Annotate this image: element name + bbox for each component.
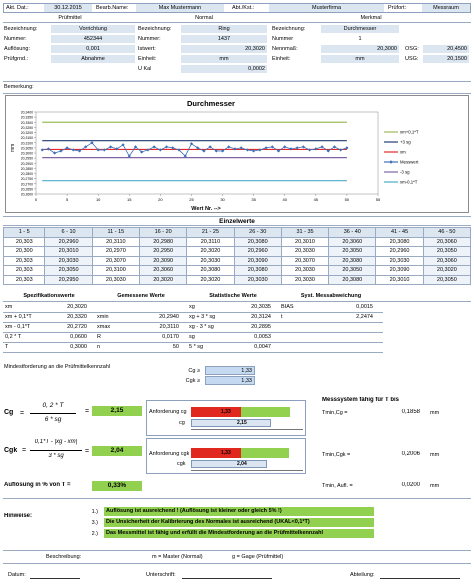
pruefmittel-block: [3, 24, 137, 70]
legend-label: xm-0,1*T: [400, 179, 418, 185]
ew-cell[interactable]: 20,3090: [234, 256, 281, 266]
x-tick-label: 0: [34, 197, 38, 202]
stats-statv-value: 20,3124: [251, 314, 271, 320]
ew-row: [4, 266, 471, 276]
ew-cell[interactable]: 20,3110: [92, 237, 139, 247]
stats-spez-value: 20,3320: [67, 314, 87, 320]
cgk-req-label: Cgk ≥: [185, 378, 200, 384]
hinweis-text: Das Messmittel ist fähig und erfüllt die Mindestforderung an die Prüfmittelkennzahl: [104, 529, 374, 538]
ew-cell[interactable]: 20,3080: [376, 237, 423, 247]
stats-statv-value: 20,3035: [251, 304, 271, 310]
mm-bez-label: Bezeichnung:: [272, 26, 306, 32]
x-tick-label: 50: [344, 197, 350, 202]
stats-gem-value: 20,2940: [159, 314, 179, 320]
cgk-req-bar: [191, 448, 241, 458]
x-tick-label: 15: [127, 197, 132, 202]
cg-formula-den: 6 * sg: [44, 416, 62, 423]
measurement-point: [258, 148, 261, 151]
measurement-point: [302, 145, 305, 148]
ew-header: 6 - 10: [45, 228, 92, 238]
ew-cell[interactable]: 20,3060: [329, 237, 376, 247]
merkmal-block: [271, 24, 471, 70]
plot-area: [36, 112, 378, 194]
measurement-point: [109, 145, 112, 148]
ew-row: [4, 275, 471, 285]
ew-cell[interactable]: 20,2950: [140, 247, 187, 257]
nm-einh-value[interactable]: mm: [181, 55, 267, 63]
cgk-bar-label: Anforderung cgk: [149, 451, 190, 457]
measurement-point: [153, 145, 156, 148]
measurement-point: [103, 148, 106, 151]
cg-cmp-bar: [191, 419, 271, 427]
ew-header: 41 - 45: [376, 228, 423, 238]
unterschrift-field[interactable]: [182, 578, 272, 579]
y-tick-label: 20,2900: [20, 161, 33, 166]
ew-cell[interactable]: 20,3050: [45, 266, 92, 276]
measurement-point: [246, 148, 249, 151]
legend-label: xm: [400, 149, 406, 155]
nm-bez-label: Bezeichnung:: [138, 26, 172, 32]
ew-header: 16 - 20: [140, 228, 187, 238]
ew-cell[interactable]: 20,2950: [45, 275, 92, 285]
ew-cell[interactable]: 20,2960: [234, 247, 281, 257]
footer-unterschrift: Unterschrift:: [146, 572, 176, 578]
ew-cell[interactable]: 20,3020: [187, 275, 234, 285]
ew-cell[interactable]: 20,3030: [376, 256, 423, 266]
ew-cell[interactable]: 20,3050: [423, 275, 470, 285]
nm-num-label: Nummer:: [138, 36, 161, 42]
footer-master: m = Master (Normal): [152, 554, 203, 560]
chart-frame: [5, 95, 469, 213]
ew-row: [4, 237, 471, 247]
abt-label: Abt./Kst.:: [232, 5, 255, 11]
cg-req-value[interactable]: 1,33: [205, 366, 255, 375]
abteilung-field[interactable]: [380, 578, 460, 579]
cg-req-bar: [191, 407, 241, 417]
bearb-value[interactable]: Max Mustermann: [136, 4, 224, 12]
stats-gem-label: xmax: [97, 324, 111, 330]
nm-ist-value[interactable]: 20,3020: [181, 45, 267, 53]
x-tick-label: 25: [189, 197, 194, 202]
footer-abteilung: Abteilung:: [350, 572, 375, 578]
pm-aufl-value[interactable]: 0,001: [51, 45, 135, 53]
stats-gem-label: xmin: [97, 314, 109, 320]
ew-cell[interactable]: 20,3080: [234, 266, 281, 276]
footer-datum: Datum:: [8, 572, 26, 578]
ew-cell[interactable]: 20,3080: [329, 256, 376, 266]
measurement-point: [72, 148, 75, 151]
stats-statv-value: 0,0053: [254, 334, 271, 340]
tmin-cgk-value: 0,2006: [401, 451, 420, 457]
ew-cell[interactable]: 20,2960: [45, 237, 92, 247]
ew-cell[interactable]: 20,3030: [45, 256, 92, 266]
y-tick-label: 20,2950: [20, 156, 33, 161]
cg-req-label: Cg ≥: [188, 368, 200, 374]
pm-prufgrd-label: Prüfgrnd.:: [4, 56, 29, 62]
stats-syst-label: t: [281, 314, 283, 320]
cg-val-bar: [241, 407, 291, 417]
x-tick-label: 40: [282, 197, 287, 202]
y-tick-label: 20,2700: [20, 182, 33, 187]
ew-cell[interactable]: 20,3080: [329, 275, 376, 285]
cg-value: 2,15: [92, 406, 142, 416]
measurement-point: [165, 145, 168, 148]
ew-cell[interactable]: 20,303: [4, 275, 45, 285]
stats-statv-label: xg + 3 * sg: [189, 314, 216, 320]
stats-syst-value: 0,0015: [356, 304, 373, 310]
stats-statv-value: 0,0047: [254, 344, 271, 350]
mm-bez-value[interactable]: Durchmesser: [321, 25, 399, 33]
tmin-aufl-label: Tmin, Aufl. =: [322, 483, 353, 489]
ew-cell[interactable]: 20,3030: [92, 275, 139, 285]
mm-usg-label: USG:: [405, 56, 419, 62]
stats-section: [3, 292, 471, 356]
mm-osg-label: OSG:: [405, 46, 419, 52]
ew-cell[interactable]: 20,3030: [281, 266, 328, 276]
x-tick-label: 35: [251, 197, 256, 202]
cgk-req-txt: 1,33: [221, 450, 231, 456]
einzelwerte-table: [3, 227, 471, 285]
legend-label: Messwert: [400, 159, 419, 165]
ew-cell[interactable]: 20,3080: [187, 266, 234, 276]
stats-statv-label: 5 * sg: [189, 344, 204, 350]
mm-nenn-value[interactable]: 20,3000: [321, 45, 399, 53]
legend-label: -3 sg: [400, 169, 410, 175]
ew-cell[interactable]: 20,3090: [140, 256, 187, 266]
ew-cell[interactable]: 20,3100: [92, 266, 139, 276]
pm-num-value[interactable]: 452344: [51, 35, 135, 43]
y-tick-label: 20,2750: [20, 177, 33, 182]
ew-cell[interactable]: 20,3030: [281, 275, 328, 285]
ew-cell[interactable]: 20,3070: [92, 256, 139, 266]
gem-title: Gemessene Werte: [117, 293, 165, 299]
tmin-aufl-value: 0,0200: [401, 482, 420, 488]
stats-syst-label: BIAS: [281, 304, 294, 310]
min-title: Mindestforderung an die Prüfmittelkennzahl: [4, 364, 111, 370]
normal-block: [137, 24, 271, 80]
mm-einh-label: Einheit:: [272, 56, 291, 62]
stats-spez-value: 20,2720: [67, 324, 87, 330]
measurement-point: [41, 148, 44, 151]
ew-cell[interactable]: 20,3020: [423, 266, 470, 276]
stats-spez-label: 0,2 * T: [5, 334, 22, 340]
datum-field[interactable]: [30, 578, 80, 579]
ew-cell[interactable]: 20,3060: [423, 256, 470, 266]
tmin-cg-unit: mm: [430, 410, 440, 416]
cg-bar-short: cg: [179, 420, 185, 426]
stats-spez-value: 20,3020: [67, 304, 87, 310]
aufl-pct-value: 0,33%: [92, 481, 142, 491]
stats-gem-value: 0,0170: [162, 334, 179, 340]
mm-nenn-label: Nennmaß:: [272, 46, 298, 52]
cgk-val-bar: [241, 448, 289, 458]
ew-cell[interactable]: 20,3030: [234, 275, 281, 285]
ew-cell[interactable]: 20,2980: [140, 237, 187, 247]
ew-header: 1 - 5: [4, 228, 45, 238]
cg-bar-label: Anforderung cg: [149, 409, 187, 415]
stats-gem-label: n: [97, 344, 101, 350]
tmin-aufl-unit: mm: [430, 483, 440, 489]
x-tick-label: 10: [95, 197, 101, 202]
pm-prufgrd-value[interactable]: Abnahme: [51, 55, 135, 63]
chart-xlabel: Wert Nr. -->: [191, 206, 221, 212]
ew-header: 31 - 35: [281, 228, 328, 238]
pm-bez-label: Bezeichnung:: [4, 26, 38, 32]
hinweise-label: Hinweise:: [4, 513, 33, 519]
ew-header: 11 - 15: [92, 228, 139, 238]
firma-value[interactable]: Musterfirma: [269, 4, 384, 12]
nm-ist-label: Istwert:: [138, 46, 156, 52]
cgk-bar-short: cgk: [177, 461, 186, 467]
bemerkung-label: Bemerkung:: [4, 84, 34, 90]
stats-gem-label: R: [97, 334, 101, 340]
stats-spez-label: xm + 0,1*T: [5, 314, 32, 320]
cgk-value: 2,04: [92, 446, 142, 456]
hinweis-num: 3.): [91, 520, 98, 526]
section-merkmal: Merkmal: [360, 15, 382, 21]
x-tick-label: 45: [313, 197, 319, 202]
stats-syst-value: 2,2474: [356, 314, 373, 320]
ew-header: 21 - 25: [187, 228, 234, 238]
cgk-bar-chart: [146, 438, 306, 474]
ew-cell[interactable]: 20,3080: [234, 237, 281, 247]
ew-cell[interactable]: 20,3070: [281, 256, 328, 266]
legend-label: xm+0,1*T: [400, 129, 419, 135]
ew-cell[interactable]: 20,3050: [329, 247, 376, 257]
y-tick-label: 20,2650: [20, 187, 33, 192]
ew-cell[interactable]: 20,3020: [140, 275, 187, 285]
cg-formula-lhs: Cg: [4, 409, 14, 416]
chart-ylabel: mm: [10, 143, 16, 152]
ew-cell[interactable]: 20,3090: [376, 266, 423, 276]
legend-label: +3 sg: [400, 139, 411, 145]
syst-title: Syst. Messabweichung: [300, 293, 362, 299]
cgk-formula-lhs: Cgk: [4, 447, 18, 454]
measurement-point: [308, 148, 311, 151]
mm-num-label: Nummer: [272, 36, 294, 42]
ew-cell[interactable]: 20,3010: [376, 275, 423, 285]
cgk-formula-den: 3 * sg: [48, 453, 64, 459]
cg-formula: Cg = 0, 2 * T 6 * sg: [4, 402, 79, 428]
stats-gem-value: 50: [172, 344, 179, 350]
ew-header: 46 - 50: [423, 228, 470, 238]
ew-cell[interactable]: 20,3010: [281, 237, 328, 247]
ew-cell[interactable]: 20,303: [4, 237, 45, 247]
ew-header: 26 - 30: [234, 228, 281, 238]
pruefort-value[interactable]: Messraum: [422, 4, 470, 12]
chart-title: Durchmesser: [187, 99, 235, 108]
measurement-point: [146, 148, 149, 151]
tmin-cg-label: Tmin,Cg =: [322, 410, 348, 416]
y-tick-label: 20,3200: [20, 131, 33, 135]
stats-spez-label: xm: [5, 304, 13, 310]
spez-title: Spezifikationswerte: [23, 293, 75, 299]
y-tick-label: 20,3250: [20, 125, 33, 130]
nm-einh-label: Einheit:: [138, 56, 157, 62]
header-row: [3, 3, 471, 13]
footer-beschreibung: Beschreibung:: [46, 554, 82, 560]
einzelwerte-title-bar: [3, 216, 471, 226]
pm-aufl-label: Auflösung:: [4, 46, 30, 52]
mm-einh-value[interactable]: mm: [321, 55, 399, 63]
cgk-formula: Cgk = 0,1*T - |x̄g - xm| 3 * sg: [4, 438, 84, 466]
cgk-cmp-bar: [191, 460, 267, 468]
ew-row: [4, 256, 471, 266]
mm-num-value[interactable]: 1: [358, 36, 362, 42]
ew-cell[interactable]: 20,303: [4, 266, 45, 276]
ew-cell[interactable]: 20,3060: [140, 266, 187, 276]
x-tick-label: 30: [220, 197, 225, 202]
x-tick-label: 55: [375, 197, 381, 202]
y-tick-label: 20,3050: [20, 146, 33, 151]
chart-svg: [6, 96, 468, 212]
tmin-cgk-label: Tmin,Cgk =: [322, 452, 351, 458]
y-tick-label: 20,3000: [20, 151, 33, 156]
ew-header: 36 - 40: [329, 228, 376, 238]
hinweis-text: Auflösung ist ausreichend ! (Auflösung ist kleiner oder gleich 5% !): [104, 507, 374, 516]
stats-spez-label: T: [5, 344, 9, 350]
hinweis-num: 1.): [91, 509, 98, 515]
x-tick-label: 5: [65, 197, 69, 202]
ew-cell[interactable]: 20,3050: [329, 266, 376, 276]
ew-cell[interactable]: 20,3030: [281, 247, 328, 257]
mm-usg-value[interactable]: 20,1500: [423, 55, 469, 63]
y-tick-label: 20,3350: [20, 115, 33, 120]
ew-cell[interactable]: 20,3020: [187, 247, 234, 257]
tmin-cgk-unit: mm: [430, 452, 440, 458]
y-tick-label: 20,2800: [20, 172, 33, 176]
pruefort-label: Prüfort:: [388, 5, 407, 11]
mm-osg-value[interactable]: 20,4500: [423, 45, 469, 53]
y-tick-label: 20,3400: [20, 110, 33, 115]
measurement-point: [339, 148, 342, 151]
akt-dat-label: Akt. Dat.:: [6, 5, 29, 11]
stats-spez-value: 0,0600: [70, 334, 87, 340]
tmin-cg-value: 0,1858: [401, 409, 420, 415]
measurement-point: [233, 147, 236, 150]
ew-row: [4, 247, 471, 257]
pm-num-label: Nummer:: [4, 36, 27, 42]
pm-bez-value[interactable]: Vorrichtung: [51, 25, 135, 33]
footer-gage: g = Gage (Prüfmittel): [232, 554, 284, 560]
stats-gem-value: 20,3110: [159, 324, 179, 330]
y-tick-label: 20,2600: [20, 192, 33, 197]
ew-cell[interactable]: 20,3050: [423, 247, 470, 257]
hinweis-num: 2.): [91, 531, 98, 537]
cgk-formula-num: 0,1*T - |x̄g - xm|: [34, 439, 78, 445]
aufl-pct-label: Auflösung in % von T =: [4, 482, 71, 488]
einzelwerte-title: Einzelwerte: [219, 218, 255, 225]
cgk-req-value[interactable]: 1,33: [205, 376, 255, 385]
stat-title: Statistische Werte: [209, 293, 257, 299]
x-tick-label: 20: [158, 197, 163, 202]
ew-cell[interactable]: 20,3010: [45, 247, 92, 257]
y-tick-label: 20,3300: [20, 120, 33, 125]
stats-statv-label: sg: [189, 334, 195, 340]
cg-bar-chart: [146, 400, 306, 436]
stats-statv-value: 20,2895: [251, 324, 271, 330]
stats-statv-label: xg: [189, 304, 195, 310]
measurement-point: [289, 147, 292, 150]
section-normal: Normal: [195, 15, 213, 21]
nm-num-value[interactable]: 1437: [181, 35, 267, 43]
stats-spez-label: xm - 0,1*T: [5, 324, 31, 330]
section-pruefmittel: Prüfmittel: [58, 15, 82, 21]
nm-ukal-label: U Kal: [138, 66, 152, 72]
cg-req-txt: 1,33: [221, 409, 231, 415]
stats-spez-value: 0,3000: [70, 344, 87, 350]
ew-cell[interactable]: 20,3110: [187, 237, 234, 247]
ew-cell[interactable]: 20,300: [4, 247, 45, 257]
nm-bez-value[interactable]: Ring: [181, 25, 267, 33]
messsystem-title: Messsystem fähig für T bis: [322, 397, 400, 403]
ew-cell[interactable]: 20,3060: [423, 237, 470, 247]
hinweis-text: Die Unsicherheit der Kalibrierung des Normales ist ausreichend (UKAL<0,1*T): [104, 518, 374, 527]
stats-statv-label: xg - 3 * sg: [189, 324, 214, 330]
ew-cell[interactable]: 20,2960: [376, 247, 423, 257]
nm-ukal-value[interactable]: 0,0002: [181, 65, 267, 73]
measurement-point: [314, 147, 317, 150]
ew-cell[interactable]: 20,2970: [92, 247, 139, 257]
ew-cell[interactable]: 20,3030: [187, 256, 234, 266]
y-tick-label: 20,3150: [20, 136, 33, 141]
measurement-point: [159, 148, 162, 151]
bemerkung-field[interactable]: [40, 83, 470, 91]
bearb-label: Bearb.Name:: [96, 5, 129, 11]
cg-val-txt: 2,15: [237, 420, 247, 426]
akt-dat-value[interactable]: 30.12.2015: [44, 4, 92, 12]
y-tick-label: 20,3100: [20, 141, 33, 146]
ew-cell[interactable]: 20,303: [4, 256, 45, 266]
y-tick-label: 20,2850: [20, 166, 33, 171]
cg-formula-num: 0, 2 * T: [42, 402, 64, 409]
cgk-val-txt: 2,04: [237, 461, 247, 467]
